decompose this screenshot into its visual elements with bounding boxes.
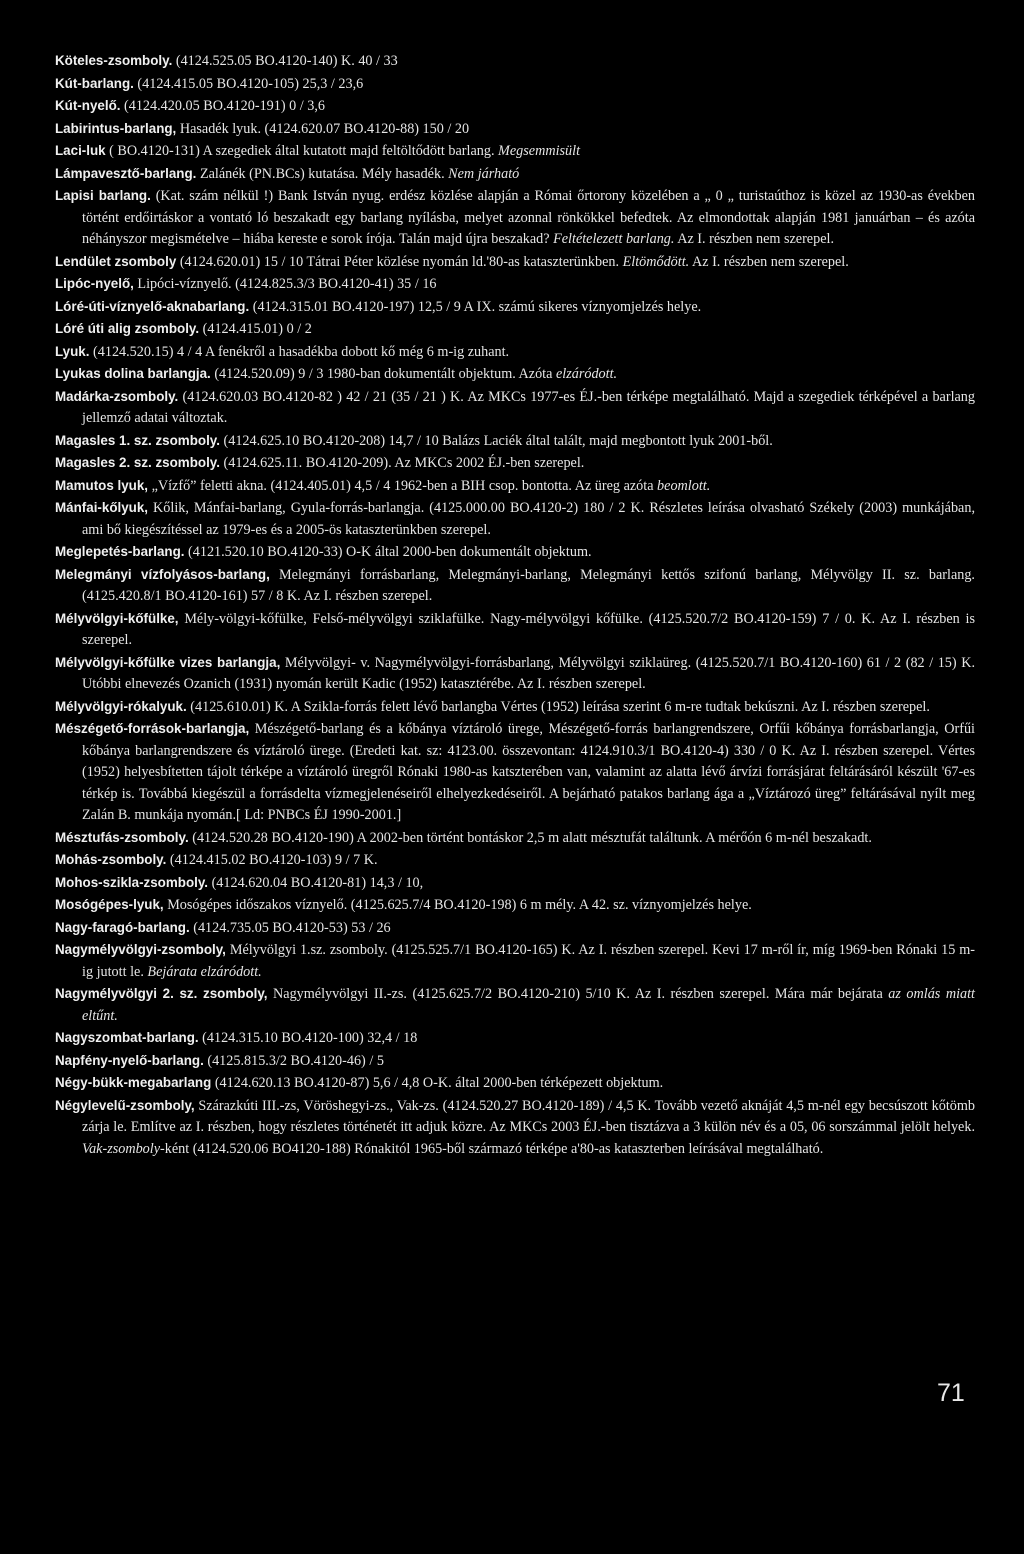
entry-line [55,321,312,337]
entry-line [55,299,701,315]
entry-line [55,389,975,427]
entry-line [55,53,398,69]
entry-description: (4125.610.01) K. A Szikla-forrás felett lévő barlangba Vértes (1952) leírása szerint 6 m-re tudtak bekúszni. Az I. részben szerepel. [186,698,930,715]
entry-cave-name: Kút-nyelő. [55,98,121,113]
entry-description: (4124.520.15) 4 / 4 A fenékről a hasadékba dobott kő még 6 m-ig zuhant. [89,343,510,360]
entry-description: „Vízfő” feletti akna. (4124.405.01) 4,5 / 4 1962-ben a BIH csop. bontotta. Az üreg azóta [148,477,658,494]
catalog-entry [55,652,975,696]
entry-description: (4124.620.04 BO.4120-81) 14,3 / 10, [208,874,424,891]
entry-line [55,500,975,538]
entry-description: (4124.620.13 BO.4120-87) 5,6 / 4,8 O-K. által 2000-ben térképezett objektum. [211,1075,664,1091]
catalog-entry [55,939,975,983]
entry-status-italic: Bejárata elzáródott. [147,963,262,980]
entry-cave-name: Nagy-faragó-barlang. [55,919,190,935]
entry-line [55,875,423,891]
entry-cave-name: Madárka-zsomboly. [55,388,179,404]
entry-line [55,1053,384,1069]
catalog-entry [55,1072,975,1095]
catalog-entry [55,564,975,608]
catalog-entry [55,386,975,430]
entry-line [55,433,773,449]
entry-line [55,254,849,270]
entry-note: -ként (4124.520.06 BO4120-188) Rónakitól 1965-ből származó térképe a'80-as kataszterben leírásával megtalálható. [160,1140,824,1157]
entry-description: (4124.735.05 BO.4120-53) 53 / 26 [189,919,391,936]
catalog-entry [55,140,975,163]
entry-line [55,344,509,360]
entry-line [55,98,325,114]
entry-description: (4124.415.05 BO.4120-105) 25,3 / 23,6 [133,75,364,92]
entry-description: Melegmányi forrásbarlang, Melegmányi-barlang, Melegmányi kettős szifonú barlang, Mélyvölgy II. sz. barlang. (4125.420.8/1 BO.4120-161) 57 / 8 K. Az I. részben szerepel. [82,566,975,604]
entry-note: Az I. részben nem szerepel. [674,231,834,247]
entry-line [55,1098,975,1157]
catalog-entry [55,608,975,652]
catalog-entry [55,73,975,96]
catalog-entry [55,185,975,251]
catalog-entry [55,50,975,73]
entry-line [55,1075,663,1091]
catalog-entry [55,541,975,564]
entry-status-italic: Megsemmisült [498,143,581,159]
catalog-entry [55,872,975,895]
entry-description: Mészégető-barlang és a kőbánya víztároló ürege, Mészégető-forrás barlangrendszere, Orfűi kőbánya forrásbarlangja, Orfűi kőbánya barlangrendszere és víztároló ürege. (Eredeti kat. sz: 4123.00. összevontan: 4124.910.3/1 BO.4120-4) 330 / 0 K. Az I. részben szerepel. Vértes (1952) helyesbítetten tájolt térképe a víztároló üregről Rónaki 1980-as katszterében van, valamint az alatta lévő árvízi forrásjárat feltárásáról készült '67-es térkép is. Továbbá kiegészül a forrásdelta vízmegjelenéseiről elhelyezkedéseiről. A bejárható patakos barlang ága a „Víztározó üreg” feltárásával nyílt meg Zalán B. munkája nyomán.[ Ld: PNBCs ÉJ 1990-2001.] [82,721,975,823]
entry-status-italic: Eltömődött. [622,253,690,270]
entry-cave-name: Mamutos lyuk, [55,477,149,493]
entry-description: (4124.420.05 BO.4120-191) 0 / 3,6 [120,98,325,114]
entry-description: (4124.315.10 BO.4120-100) 32,4 / 18 [198,1030,418,1046]
catalog-entry [55,363,975,386]
entry-description: Lipóci-víznyelő. (4124.825.3/3 BO.4120-41) 35 / 16 [133,276,437,292]
catalog-entry [55,1050,975,1073]
entry-line [55,611,975,649]
entry-cave-name: Mélyvölgyi-kőfülke, [55,610,179,626]
entry-description: (4124.520.28 BO.4120-190) A 2002-ben történt bontáskor 2,5 m alatt mésztufát találtunk. A mérőón 6 m-nél beszakadt. [188,829,872,846]
entry-cave-name: Lóré úti alig zsomboly. [55,321,200,336]
entry-cave-name: Magasles 2. sz. zsomboly. [55,455,220,470]
entry-description: Mély-völgyi-kőfülke, Felső-mélyvölgyi sziklafülke. Nagy-mélyvölgyi kőfülke. (4125.520.7/2 BO.4120-159) 7 / 0. K. Az I. részben is szerepel. [82,610,975,648]
entry-line [55,544,592,560]
entry-cave-name: Nagymélyvölgyi-zsomboly, [55,942,226,957]
catalog-entry [55,497,975,541]
entry-cave-name: Lóré-úti-víznyelő-aknabarlang. [55,298,250,314]
catalog-entry [55,430,975,453]
catalog-entry [55,341,975,364]
entry-description: (4124.415.01) 0 / 2 [199,321,312,337]
entry-cave-name: Kút-barlang. [55,75,134,91]
entry-description: Nagymélyvölgyi II.-zs. (4125.625.7/2 BO.4120-210) 5/10 K. Az I. részben szerepel. Mára már bejárata [267,986,889,1002]
catalog-entry [55,452,975,475]
entry-cave-name: Napfény-nyelő-barlang. [55,1052,204,1068]
catalog-entry [55,118,975,141]
catalog-entry [55,917,975,940]
entry-description: (4125.815.3/2 BO.4120-46) / 5 [203,1052,384,1069]
entry-description: ( BO.4120-131) A szegediek által kutatott majd feltöltődött barlang. [105,143,499,159]
entry-cave-name: Lyuk. [55,343,90,359]
catalog-entry [55,95,975,118]
catalog-entry [55,827,975,850]
entry-cave-name: Mélyvölgyi-kőfülke vizes barlangja, [55,654,281,670]
entry-description: (4124.625.10 BO.4120-208) 14,7 / 10 Balázs Laciék által talált, majd megbontott lyuk 2001-ből. [219,432,773,449]
entry-cave-name: Mosógépes-lyuk, [55,897,164,912]
entry-line [55,455,584,471]
catalog-entry [55,1095,975,1161]
catalog-entry [55,475,975,498]
catalog-entry [55,696,975,719]
entry-line [55,366,617,382]
entry-cave-name: Mohos-szikla-zsomboly. [55,874,209,890]
entry-line [55,166,519,182]
entry-description: (4124.315.01 BO.4120-197) 12,5 / 9 A IX. számú sikeres víznyomjelzés helye. [249,298,702,315]
entry-line [55,942,975,980]
entry-line [55,986,975,1024]
entry-cave-name: Mohás-zsomboly. [55,852,167,867]
entry-note: Az I. részben nem szerepel. [689,253,849,270]
entry-line [55,143,580,159]
entry-cave-name: Nagyszombat-barlang. [55,1030,199,1045]
catalog-entry [55,983,975,1027]
catalog-entry [55,163,975,186]
entry-description: (4124.620.03 BO.4120-82 ) 42 / 21 (35 / 21 ) K. Az MKCs 1977-es ÉJ.-ben térképe megtalálható. Majd a szegediek térképével a barlang jellemző adatai változtak. [82,388,975,426]
entry-cave-name: Nagymélyvölgyi 2. sz. zsomboly, [55,986,268,1001]
entry-cave-name: Magasles 1. sz. zsomboly. [55,432,220,448]
entry-cave-name: Lapisi barlang. [55,188,151,203]
entry-cave-name: Négylevelű-zsomboly, [55,1097,195,1113]
catalog-entry [55,894,975,917]
entry-line [55,897,752,913]
catalog-entry [55,251,975,274]
entry-cave-name: Mánfai-kőlyuk, [55,500,149,515]
page-number: 71 [937,1379,965,1407]
entry-description: Mélyvölgyi- v. Nagymélyvölgyi-forrásbarlang, Mélyvölgyi sziklaüreg. (4125.520.7/1 BO.4120-160) 61 / 2 (82 / 15) K. Utóbbi elnevezés Ozanich (1931) nyomán került Kadic (1952) katasztérébe. Az I. részben szerepel. [82,654,975,692]
entry-status-italic: elzáródott. [555,366,618,382]
entry-status-italic: beomlott. [657,477,711,494]
catalog-entry [55,273,975,296]
catalog-entry [55,718,975,827]
entry-line [55,1030,417,1046]
entry-cave-name: Melegmányi vízfolyásos-barlang, [55,566,270,582]
entry-cave-name: Lyukas dolina barlangja. [55,366,211,381]
entry-status-italic: Nem járható [448,165,520,182]
entry-cave-name: Meglepetés-barlang. [55,544,185,559]
entry-cave-name: Mésztufás-zsomboly. [55,829,189,845]
entry-description: (4124.620.01) 15 / 10 Tátrai Péter közlése nyomán ld.'80-as kataszterünkben. [176,253,623,270]
entry-line [55,830,872,846]
entry-description: (4124.525.05 BO.4120-140) K. 40 / 33 [172,53,398,69]
catalog-entry [55,1027,975,1050]
entry-line [55,852,378,868]
entry-line [55,655,975,693]
entry-line [55,121,469,137]
entry-description: (Kat. szám nélkül !) Bank István nyug. erdész közlése alapján a Római őrtorony közelében a „ 0 „ turistaúthoz is közel az 1930-as években történt erdőirtáskor a vontató ló beszakadt egy barlang nyílásba, melyet azonnal rönkökkel befedtek. Az elmondottak alapján 1981 januárban – és azóta néhányszor megismételve – hiába kereste e sorok írója. Talán majd újra beszakad? [82,188,976,247]
entry-cave-name: Labirintus-barlang, [55,120,177,136]
entry-cave-name: Mélyvölgyi-rókalyuk. [55,698,187,714]
entry-cave-name: Négy-bükk-megabarlang [55,1075,212,1090]
entry-description: Mélyvölgyi 1.sz. zsomboly. (4125.525.7/1 BO.4120-165) K. Az I. részben szerepel. Kevi 17 m-ről ír, míg 1969-ben Rónaki 15 m-ig jutott le. [82,942,975,980]
entry-line [55,276,437,292]
entry-cave-name: Mészégető-források-barlangja, [55,721,250,736]
entry-cave-name: Lendület zsomboly [55,253,177,269]
entry-description: (4124.520.09) 9 / 3 1980-ban dokumentált objektum. Azóta [210,366,556,382]
entry-cave-name: Lámpavesztő-barlang. [55,165,197,181]
entry-status-italic: Vak-zsomboly [82,1140,161,1157]
entry-cave-name: Laci-luk [55,143,106,158]
entry-description: Mosógépes időszakos víznyelő. (4125.625.7/4 BO.4120-198) 6 m mély. A 42. sz. víznyomjelzés helye. [163,897,752,913]
entry-description: Kőlik, Mánfai-barlang, Gyula-forrás-barlangja. (4125.000.00 BO.4120-2) 180 / 2 K. Részletes leírása olvasható Székely (2003) munkájában, ami bő kiegészítéssel az 1979-es és a 2005-ös kataszterünkben szerepel. [82,500,975,538]
entry-status-italic: az omlás miatt eltűnt. [82,986,975,1024]
entry-description: Zalánék (PN.BCs) kutatása. Mély hasadék. [196,165,449,182]
catalog-entry [55,296,975,319]
entry-line [55,567,975,605]
entry-description: Szárazkúti III.-zs, Vöröshegyi-zs., Vak-zs. (4124.520.27 BO.4120-189) / 4,5 K. Tovább vezető aknáját 4,5 m-nél egy becsúszott kőtömb zárja le. Említve az I. részben, hogy részletes történetét itt adjuk közre. Az MKCs 2003 ÉJ.-ben tisztázva a 3 külön név és a 05, 06 sorszámmal jelölt helyek. [82,1097,975,1135]
entry-status-italic: Feltételezett barlang. [553,231,675,247]
entry-line [55,699,930,715]
entry-description: (4121.520.10 BO.4120-33) O-K által 2000-ben dokumentált objektum. [184,544,592,560]
entry-description: (4124.415.02 BO.4120-103) 9 / 7 K. [166,852,378,868]
entry-cave-name: Köteles-zsomboly. [55,53,173,68]
catalog-entry [55,849,975,872]
entry-description: (4124.625.11. BO.4120-209). Az MKCs 2002 ÉJ.-ben szerepel. [219,455,585,471]
entry-line [55,478,710,494]
catalog-entry [55,318,975,341]
entry-line [55,76,363,92]
cave-catalog-entries [55,50,975,1160]
entry-line [55,188,975,247]
entry-cave-name: Lipóc-nyelő, [55,276,134,291]
entry-line [55,920,391,936]
entry-description: Hasadék lyuk. (4124.620.07 BO.4120-88) 150 / 20 [176,120,470,137]
entry-line [55,721,975,823]
